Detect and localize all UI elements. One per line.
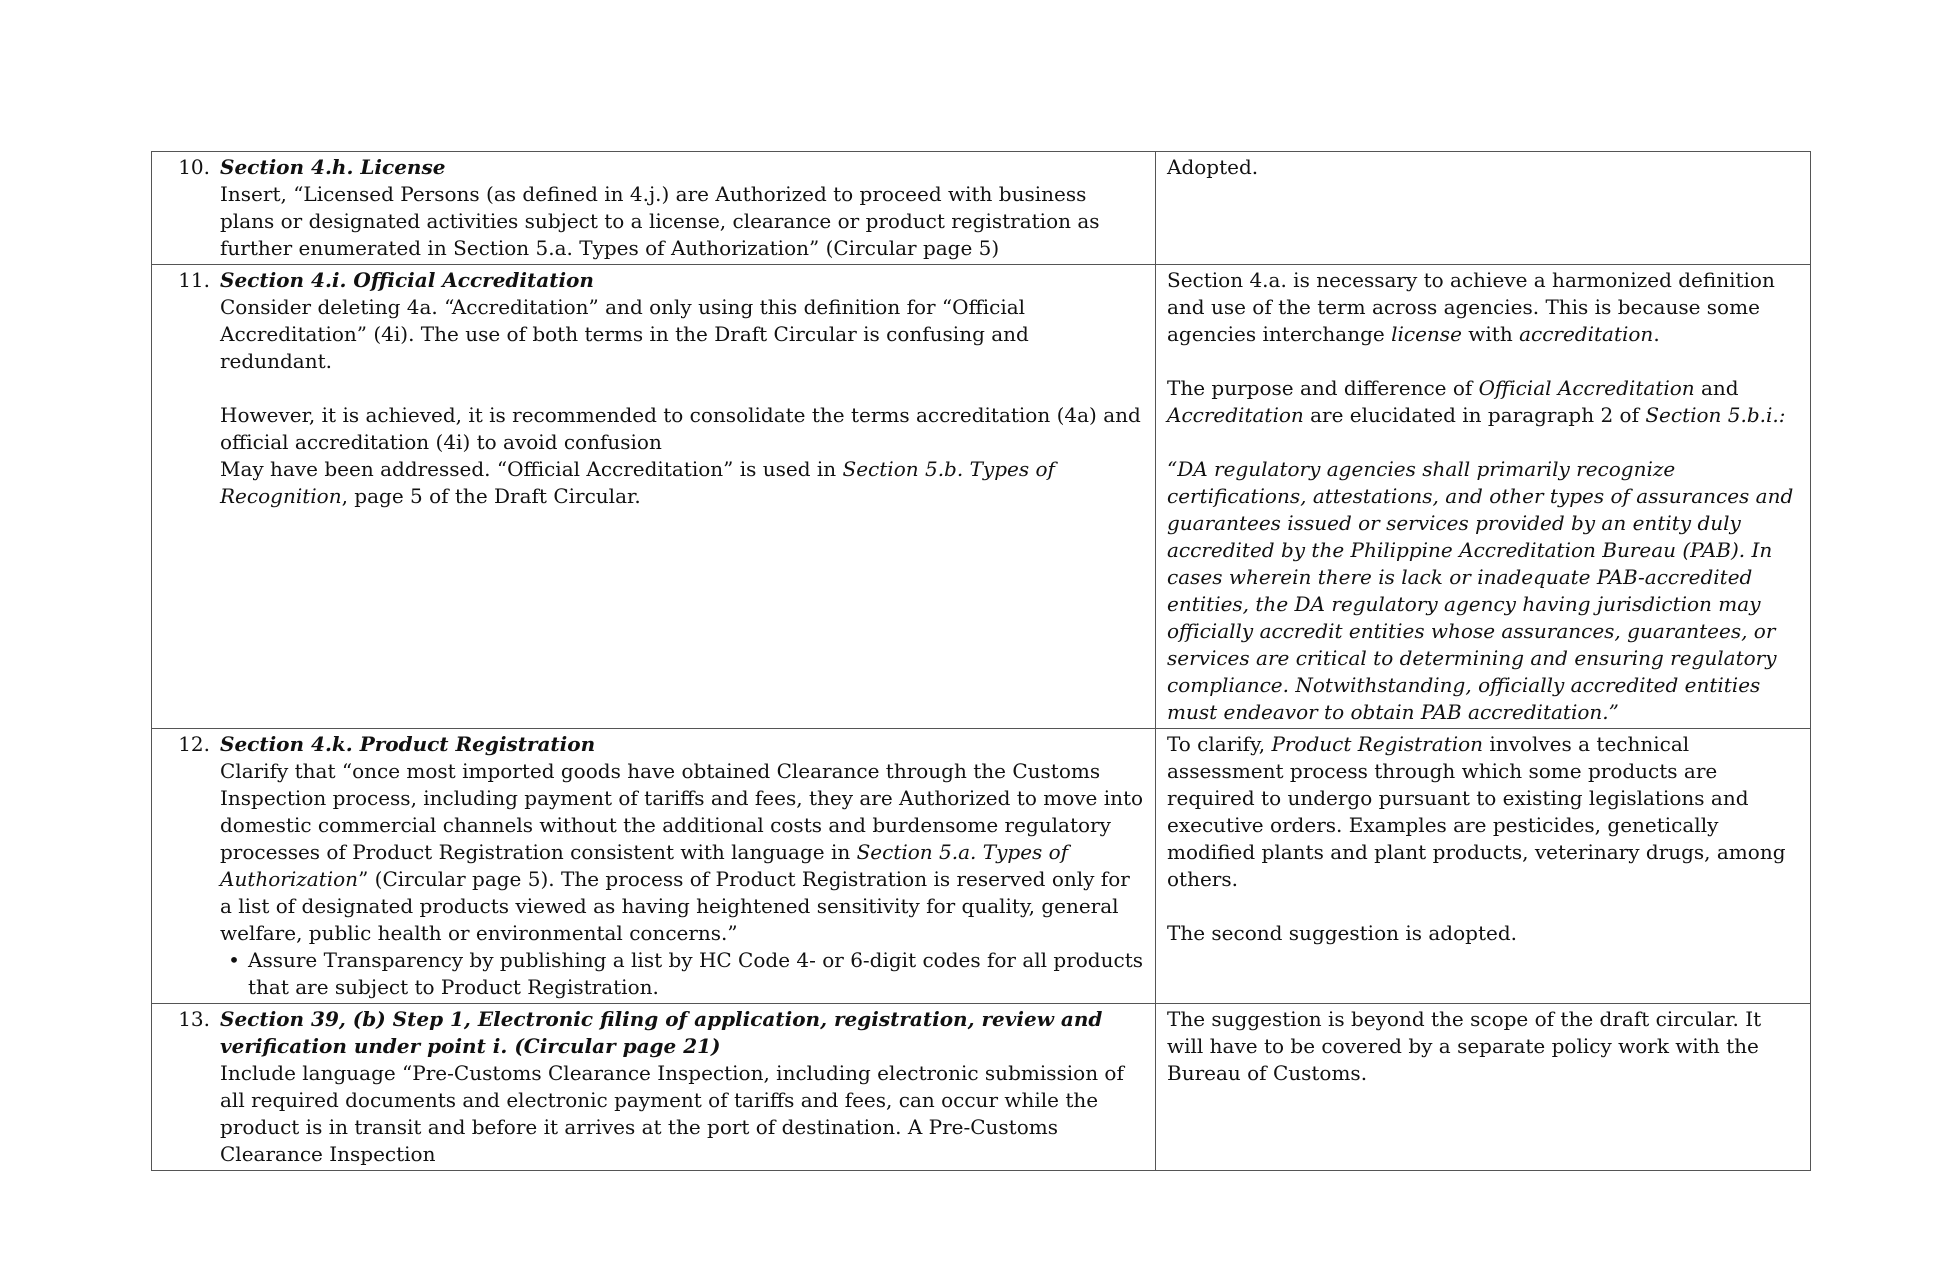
- comment-cell: [152, 1004, 1156, 1171]
- table-row: [152, 729, 1811, 1004]
- bullet-text: Assure Transparency by publishing a list by HC Code 4- or 6-digit codes for all products that are subject to Product Registration.: [248, 948, 1143, 999]
- comment-text: Include language “Pre-Customs Clearance Inspection, including electronic submission of all required documents and electronic payment of tariffs and fees, can occur while the product is in transit and before it arrives at the port of destination. A Pre-Customs Clearance Inspection: [220, 1061, 1124, 1166]
- response-cell: [1156, 729, 1811, 1004]
- table-row: [152, 265, 1811, 729]
- item-number: 12.: [178, 732, 210, 756]
- comment-text: Consider deleting 4a. “Accreditation” and only using this definition for “Official Accreditation” (4i). The use of both terms in the Draft Circular is confusing and redundant.: [220, 295, 1029, 373]
- section-heading: Section 39, (b) Step 1, Electronic filing of application, registration, review and verification under point i. (Circular page 21): [220, 1007, 1103, 1058]
- section-heading: Section 4.h. License: [220, 155, 446, 179]
- comment-text: Insert, “Licensed Persons (as defined in 4.j.) are Authorized to proceed with business plans or designated activities subject to a license, clearance or product registration as further enumerated in Section 5.a. Types of Authorization” (Circular page 5): [220, 182, 1100, 260]
- section-heading: Section 4.i. Official Accreditation: [220, 268, 594, 292]
- item-number: 11.: [178, 268, 210, 292]
- comment-cell: [152, 729, 1156, 1004]
- list-item: [220, 947, 1145, 1001]
- response-cell: [1156, 265, 1811, 729]
- section-heading: Section 4.k. Product Registration: [220, 732, 596, 756]
- response-text: Section 4.a. is necessary to achieve a harmonized definition and use of the term across agencies. This is because some agencies interchange license with accreditation.: [1167, 268, 1775, 346]
- response-text: The suggestion is beyond the scope of the draft circular. It will have to be covered by a separate policy work with the Bureau of Customs.: [1167, 1007, 1762, 1085]
- response-text: The second suggestion is adopted.: [1167, 921, 1517, 945]
- response-text: Adopted.: [1167, 155, 1259, 179]
- response-text: To clarify, Product Registration involves a technical assessment process through which some products are required to undergo pursuant to existing legislations and executive orders. Examples are pesticides, genetically modified plants and plant products, veterinary drugs, among others.: [1167, 732, 1786, 891]
- comments-table: [151, 151, 1811, 1171]
- item-number: 10.: [178, 155, 210, 179]
- table-row: [152, 152, 1811, 265]
- response-cell: [1156, 152, 1811, 265]
- response-text: The purpose and difference of Official Accreditation and Accreditation are elucidated in paragraph 2 of Section 5.b.i.:: [1167, 376, 1786, 427]
- comment-cell: [152, 265, 1156, 729]
- response-cell: [1156, 1004, 1811, 1171]
- comment-cell: [152, 152, 1156, 265]
- comment-text: Clarify that “once most imported goods have obtained Clearance through the Customs Inspection process, including payment of tariffs and fees, they are Authorized to move into domestic commercial channels without the additional costs and burdensome regulatory processes of Product Registration consistent with language in Section 5.a. Types of Authorization” (Circular page 5). The process of Product Registration is reserved only for a list of designated products viewed as having heightened sensitivity for quality, general welfare, public health or environmental concerns.”: [220, 759, 1144, 945]
- item-number: 13.: [178, 1007, 210, 1031]
- response-quote: “DA regulatory agencies shall primarily recognize certifications, attestations, and other types of assurances and guarantees issued or services provided by an entity duly accredited by the Philippine Accreditation Bureau (PAB). In cases wherein there is lack or inadequate PAB-accredited entities, the DA regulatory agency having jurisdiction may officially accredit entities whose assurances, guarantees, or services are critical to determining and ensuring regulatory compliance. Notwithstanding, officially accredited entities must endeavor to obtain PAB accreditation.”: [1167, 457, 1794, 724]
- comment-text: However, it is achieved, it is recommended to consolidate the terms accreditation (4a) and official accreditation (4i) to avoid confusion: [220, 403, 1141, 454]
- comment-text: May have been addressed. “Official Accreditation” is used in Section 5.b. Types of Recognition, page 5 of the Draft Circular.: [220, 457, 1055, 508]
- bullet-icon: •: [228, 948, 240, 972]
- table-row: [152, 1004, 1811, 1171]
